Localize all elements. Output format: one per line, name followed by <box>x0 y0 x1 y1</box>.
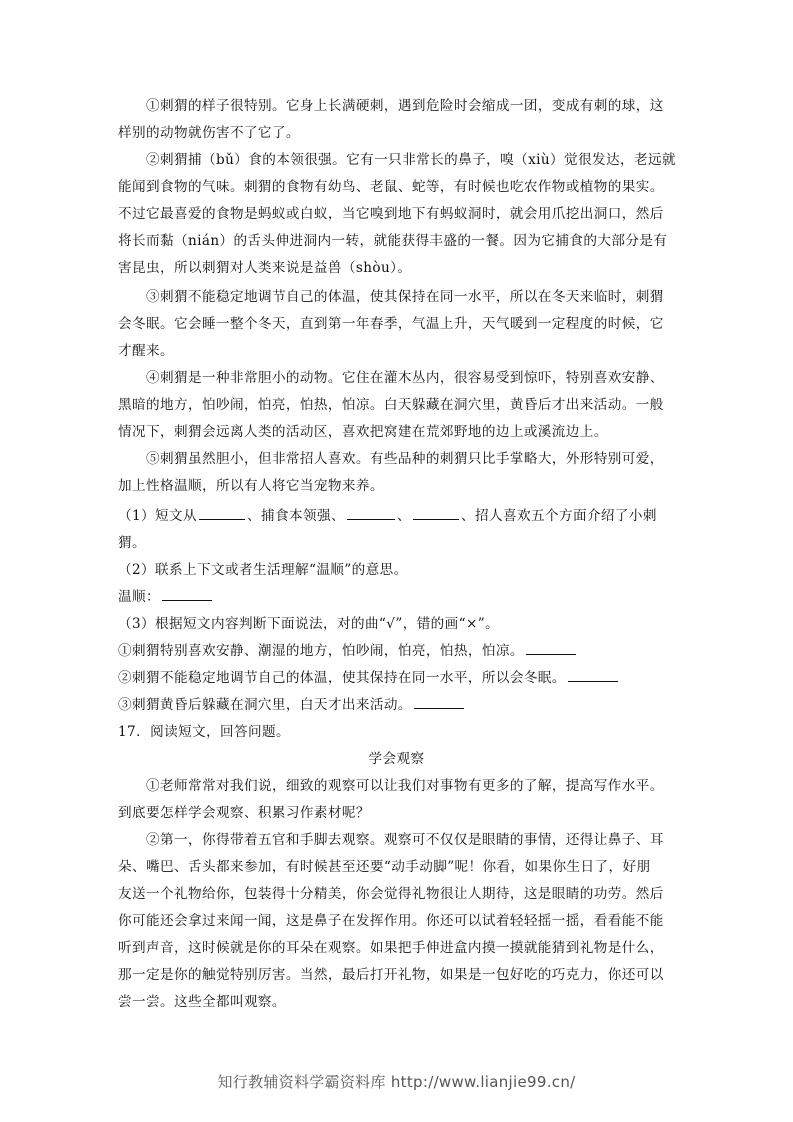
question-3-item-2 <box>118 669 678 687</box>
paragraph-3-line-1: ③刺猬不能稳定地调节自己的体温，使其保持在同一水平，所以在冬天来临时，刺猬 <box>146 289 664 305</box>
paragraph-4-line-3: 情况下，刺猬会远离人类的活动区，喜欢把窝建在荒郊野地的边上或溪流边上。 <box>118 424 608 440</box>
answer-blank-2[interactable] <box>347 507 395 520</box>
passage-17-paragraph-2-line-3: 友送一个礼物给你，包装得十分精美，你会觉得礼物很让人期待，这是眼睛的功劳。然后 <box>118 886 664 902</box>
passage-17-paragraph-2-line-1: ②第一，你得带着五官和手脚去观察。观察可不仅仅是眼睛的事情，还得让鼻子、耳 <box>146 832 664 848</box>
question-1-part-a: （1）短文从 <box>118 508 198 524</box>
answer-blank-7[interactable] <box>414 696 464 709</box>
question-3-item-1 <box>118 642 678 660</box>
passage-17-paragraph-1-line-2: 到底要怎样学会观察、积累习作素材呢？ <box>118 805 370 821</box>
passage-17-paragraph-1-line-1: ①老师常常对我们说，细致的观察可以让我们对事物有更多的了解，提高写作水平。 <box>146 778 664 794</box>
passage-17-paragraph-2-line-5: 听到声音，这时候就是你的耳朵在观察。如果把手伸进盒内摸一摸就能猜到礼物是什么， <box>118 940 664 956</box>
question-3: （3）根据短文内容判断下面说法，对的曲“√”，错的画“×”。 <box>118 616 500 632</box>
passage-17-paragraph-2-line-7: 尝一尝。这些全都叫观察。 <box>118 994 286 1010</box>
answer-blank-4[interactable] <box>162 588 212 601</box>
question-3-item-1-text: ①刺猬特别喜欢安静、潮湿的地方，怕吵闹，怕亮，怕热，怕凉。 <box>118 643 524 659</box>
question-2: （2）联系上下文或者生活理解“温顺”的意思。 <box>118 562 408 578</box>
answer-blank-5[interactable] <box>526 642 576 655</box>
paragraph-4-line-1: ④刺猬是一种非常胆小的动物。它住在灌木丛内，很容易受到惊吓，特别喜欢安静、 <box>146 370 664 386</box>
paragraph-1-line-1: ①刺猬的样子很特别。它身上长满硬刺，遇到危险时会缩成一团，变成有刺的球，这 <box>146 98 664 114</box>
paragraph-5-line-1: ⑤刺猬虽然胆小，但非常招人喜欢。有些品种的刺猬只比手掌略大，外形特别可爱， <box>146 451 664 467</box>
question-3-item-3 <box>118 696 678 714</box>
question-1-part-c: 、 <box>397 508 411 524</box>
paragraph-3-line-2: 会冬眠。它会睡一整个冬天，直到第一年春季，气温上升，天气暖到一定程度的时候，它 <box>118 316 664 332</box>
passage-17-paragraph-2-line-4: 你可能还会拿过来闻一闻，这是鼻子在发挥作用。你还可以试着轻轻摇一摇，看看能不能 <box>118 913 664 929</box>
passage-17-paragraph-2-line-6: 那一定是你的触觉特别厉害。当然，最后打开礼物，如果是一包好吃的巧克力，你还可以 <box>118 967 664 983</box>
question-17-heading: 17．阅读短文，回答问题。 <box>118 724 291 740</box>
answer-blank-3[interactable] <box>413 507 459 520</box>
question-2-label: 温顺： <box>118 589 160 605</box>
question-2-answer <box>118 588 678 606</box>
question-1-part-d: 、招人喜欢五个方面介绍了小刺 <box>461 508 657 524</box>
question-3-item-3-text: ③刺猬黄昏后躲藏在洞穴里，白天才出来活动。 <box>118 697 412 713</box>
answer-blank-6[interactable] <box>568 669 618 682</box>
paragraph-2-line-1: ②刺猬捕（bǔ）食的本领很强。它有一只非常长的鼻子，嗅（xiù）觉很发达，老远就 <box>146 152 677 168</box>
paragraph-2-line-2: 能闻到食物的气味。刺猬的食物有幼鸟、老鼠、蛇等，有时候也吃农作物或植物的果实。 <box>118 179 664 195</box>
paragraph-2-line-3: 不过它最喜爱的食物是蚂蚁或白蚁，当它嗅到地下有蚂蚁洞时，就会用爪挖出洞口，然后 <box>118 206 664 222</box>
paragraph-1-line-2: 样别的动物就伤害不了它了。 <box>118 125 300 141</box>
paragraph-4-line-2: 黑暗的地方，怕吵闹，怕亮，怕热，怕凉。白天躲藏在洞穴里，黄昏后才出来活动。一般 <box>118 397 664 413</box>
question-1 <box>118 507 678 525</box>
paragraph-5-line-2: 加上性格温顺，所以有人将它当宠物来养。 <box>118 478 384 494</box>
paragraph-2-line-5: 害昆虫，所以刺猬对人类来说是益兽（shòu）。 <box>118 260 412 276</box>
paragraph-2-line-4: 将长而黏（nián）的舌头伸进洞内一转，就能获得丰盛的一餐。因为它捕食的大部分是有 <box>118 233 668 249</box>
answer-blank-1[interactable] <box>199 507 245 520</box>
footer-watermark[interactable]: 知行教辅资料学霸资料库 http://www.lianjie99.cn/ <box>217 1073 576 1091</box>
passage-17-paragraph-2-line-2: 朵、嘴巴、舌头都来参加，有时候甚至还要“动手动脚”呢！你看，如果你生日了，好朋 <box>118 859 651 875</box>
question-1-part-b: 、捕食本领强、 <box>247 508 345 524</box>
paragraph-3-line-3: 才醒来。 <box>118 343 174 359</box>
question-3-item-2-text: ②刺猬不能稳定地调节自己的体温，使其保持在同一水平，所以会冬眠。 <box>118 670 566 686</box>
question-1-continued: 猬。 <box>118 535 146 551</box>
passage-title: 学会观察 <box>368 751 425 767</box>
